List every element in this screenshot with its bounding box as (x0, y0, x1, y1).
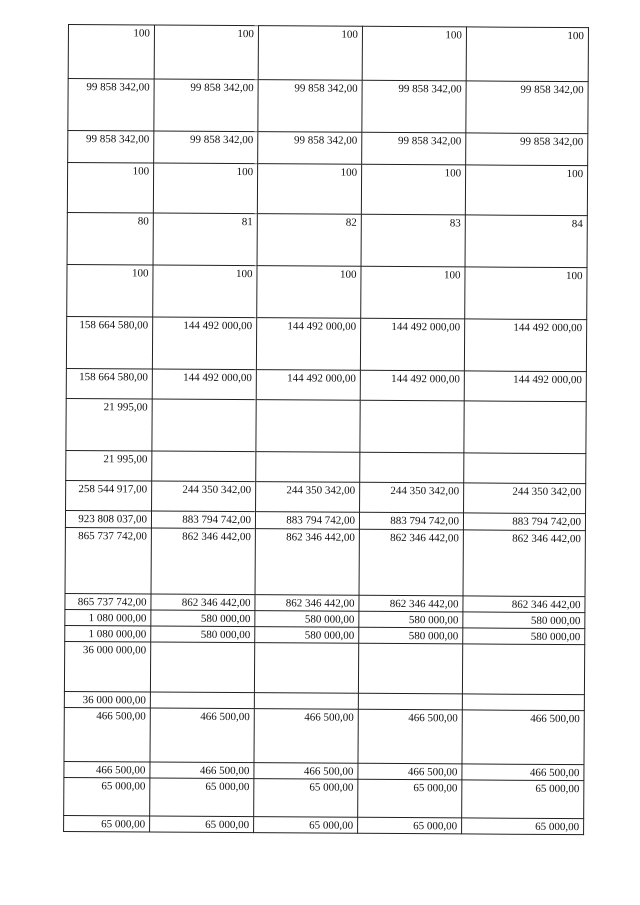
table-cell: 65 000,00 (64, 815, 150, 832)
table-cell: 99 858 342,00 (362, 80, 466, 133)
table-cell: 100 (257, 266, 361, 319)
table-cell: 883 794 742,00 (463, 513, 585, 531)
table-row (66, 368, 586, 401)
table-cell: 65 000,00 (358, 817, 462, 834)
table-row (68, 131, 588, 166)
table-cell: 466 500,00 (150, 708, 254, 763)
table-cell (152, 451, 256, 482)
table-cell (256, 452, 360, 483)
table-cell: 21 995,00 (66, 450, 152, 481)
table-cell: 21 995,00 (66, 398, 152, 451)
table-cell (254, 643, 358, 694)
table-cell: 65 000,00 (254, 817, 358, 834)
table-cell (254, 693, 358, 710)
table-cell (360, 452, 464, 483)
table-cell: 100 (68, 25, 154, 80)
table-cell: 862 346 442,00 (359, 595, 463, 612)
table-cell: 865 737 742,00 (65, 527, 151, 594)
table-row (64, 777, 584, 818)
table-cell: 883 794 742,00 (151, 511, 255, 529)
table-cell: 100 (465, 267, 587, 320)
table-row (66, 316, 586, 371)
table-cell: 99 858 342,00 (258, 80, 362, 133)
table-row (67, 163, 587, 216)
table-cell: 144 492 000,00 (360, 370, 464, 401)
table-cell: 144 492 000,00 (360, 318, 464, 371)
table-row (64, 641, 584, 694)
table-cell: 100 (361, 164, 465, 215)
table-cell (464, 453, 586, 484)
table-row (68, 25, 588, 82)
table-cell: 84 (465, 215, 587, 268)
table-cell: 580 000,00 (463, 628, 585, 645)
table-cell: 65 000,00 (462, 818, 584, 835)
table-cell: 862 346 442,00 (255, 529, 359, 596)
table-cell (152, 399, 256, 452)
table-cell: 99 858 342,00 (362, 132, 466, 165)
table-cell: 466 500,00 (254, 763, 358, 780)
table-cell (358, 643, 462, 694)
table-row (68, 79, 588, 134)
table-cell: 99 858 342,00 (68, 79, 154, 132)
table-cell (256, 400, 360, 453)
table-cell: 99 858 342,00 (68, 131, 154, 164)
table-row (66, 450, 586, 483)
table-cell: 466 500,00 (150, 762, 254, 779)
table-cell: 580 000,00 (359, 611, 463, 628)
table-cell: 36 000 000,00 (64, 641, 150, 692)
table-cell: 466 500,00 (64, 761, 150, 778)
table-cell (150, 692, 254, 709)
table-row (65, 527, 585, 596)
table-cell: 65 000,00 (358, 779, 462, 818)
table-cell: 862 346 442,00 (359, 529, 463, 596)
table-cell: 466 500,00 (358, 763, 462, 780)
table-cell: 580 000,00 (151, 626, 255, 643)
table-cell: 99 858 342,00 (154, 131, 258, 164)
table-cell: 862 346 442,00 (151, 528, 255, 595)
table-cell: 580 000,00 (255, 627, 359, 644)
table-cell: 580 000,00 (463, 612, 585, 629)
table-cell: 36 000 000,00 (64, 691, 150, 708)
table-cell: 100 (361, 266, 465, 319)
table-cell: 580 000,00 (151, 610, 255, 627)
table-cell: 158 664 580,00 (66, 368, 152, 399)
budget-table (63, 24, 589, 835)
table-cell: 81 (153, 213, 257, 266)
table-cell: 144 492 000,00 (256, 318, 360, 371)
table-cell: 244 350 342,00 (464, 483, 586, 514)
table-cell: 100 (67, 264, 153, 317)
table-cell: 883 794 742,00 (255, 512, 359, 530)
table-cell (462, 644, 584, 695)
table-cell: 244 350 342,00 (360, 482, 464, 513)
table-cell: 580 000,00 (359, 627, 463, 644)
table-cell: 258 544 917,00 (66, 480, 152, 511)
table-cell: 1 080 000,00 (65, 625, 151, 642)
table-cell: 80 (67, 212, 153, 265)
table-cell: 862 346 442,00 (463, 596, 585, 613)
table-cell: 923 808 037,00 (65, 510, 151, 528)
table-cell (462, 694, 584, 711)
table-cell: 65 000,00 (64, 777, 150, 816)
table-cell: 862 346 442,00 (151, 594, 255, 611)
table-cell: 65 000,00 (462, 780, 584, 819)
table-row (67, 212, 587, 267)
table-cell: 862 346 442,00 (255, 595, 359, 612)
table-cell: 100 (465, 165, 587, 216)
table-cell: 99 858 342,00 (154, 79, 258, 132)
table-cell: 144 492 000,00 (256, 370, 360, 401)
table-cell: 144 492 000,00 (464, 319, 586, 372)
table-cell: 144 492 000,00 (152, 369, 256, 400)
table-cell: 100 (466, 27, 588, 82)
table-cell: 883 794 742,00 (359, 512, 463, 530)
table-row (67, 264, 587, 319)
table-cell: 1 080 000,00 (65, 609, 151, 626)
table-row (66, 398, 586, 453)
table-cell: 99 858 342,00 (258, 132, 362, 165)
table-cell (360, 400, 464, 453)
table-cell: 100 (258, 26, 362, 81)
table-cell (358, 693, 462, 710)
table-cell: 244 350 342,00 (256, 482, 360, 513)
table-cell: 865 737 742,00 (65, 593, 151, 610)
table-row (66, 480, 586, 513)
table-cell: 100 (153, 163, 257, 214)
table-cell: 466 500,00 (254, 709, 358, 764)
table-cell: 65 000,00 (150, 778, 254, 817)
table-cell: 100 (67, 163, 153, 214)
table-cell: 99 858 342,00 (466, 133, 588, 166)
table-cell: 100 (362, 26, 466, 81)
table-cell (464, 401, 586, 454)
table-cell: 100 (257, 164, 361, 215)
table-cell: 158 664 580,00 (66, 316, 152, 369)
table-cell: 466 500,00 (462, 710, 584, 765)
table-row (64, 707, 584, 764)
table-cell: 100 (153, 265, 257, 318)
table-cell: 466 500,00 (358, 709, 462, 764)
table-cell: 144 492 000,00 (152, 317, 256, 370)
table-row (64, 815, 584, 834)
table-cell: 466 500,00 (462, 764, 584, 781)
table-cell: 100 (154, 25, 258, 80)
table-cell: 144 492 000,00 (464, 371, 586, 402)
table-cell: 83 (361, 214, 465, 267)
table-cell: 862 346 442,00 (463, 530, 585, 597)
table-cell: 65 000,00 (150, 816, 254, 833)
table-cell: 99 858 342,00 (466, 81, 588, 134)
table-cell: 466 500,00 (64, 707, 150, 762)
table-cell: 65 000,00 (254, 779, 358, 818)
table-cell (150, 642, 254, 693)
table-cell: 580 000,00 (255, 611, 359, 628)
table-cell: 244 350 342,00 (152, 481, 256, 512)
table-cell: 82 (257, 214, 361, 267)
